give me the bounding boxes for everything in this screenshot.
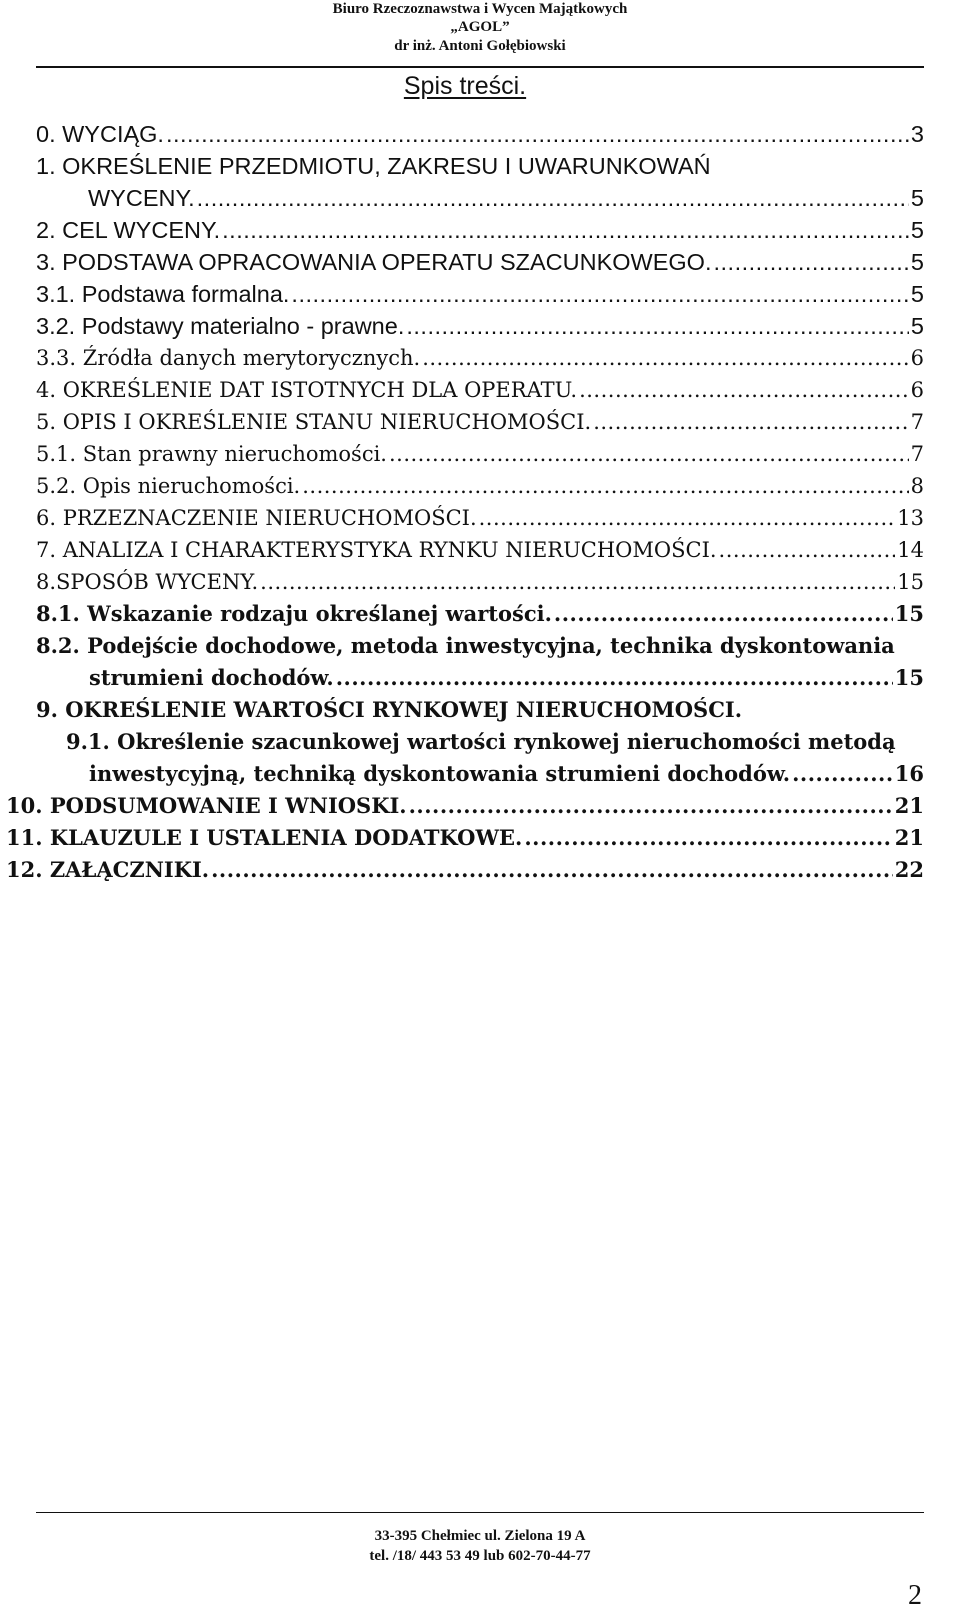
toc-entry-text: 4. OKREŚLENIE DAT ISTOTNYCH DLA OPERATU.	[36, 378, 578, 402]
toc-entry[interactable]	[36, 502, 924, 534]
toc-entry-page: 13	[897, 506, 924, 530]
toc-leader	[222, 214, 909, 246]
toc-entry[interactable]	[36, 214, 924, 246]
toc-entry-page: 6	[910, 378, 924, 402]
toc-entry-page: 16	[894, 761, 924, 786]
toc-entry-page: 22	[894, 857, 924, 882]
toc-entry[interactable]	[36, 118, 924, 150]
toc-leader	[197, 182, 909, 214]
toc-entry[interactable]	[6, 822, 924, 854]
toc-entry-text: 6. PRZEZNACZENIE NIERUCHOMOŚCI.	[36, 506, 477, 530]
toc-entry[interactable]	[36, 534, 924, 566]
header-company-brand: „AGOL”	[450, 19, 510, 35]
toc-entry-text: 9.1. Określenie szacunkowej wartości rynkowej nieruchomości metodą	[66, 729, 896, 754]
toc-entry-text: 8.SPOSÓB WYCENY.	[36, 570, 259, 594]
toc-entry-text: 5.1. Stan prawny nieruchomości.	[36, 442, 387, 466]
toc-entry[interactable]	[89, 758, 924, 790]
toc-leader	[409, 790, 893, 822]
header-company-name: Biuro Rzeczoznawstwa i Wycen Majątkowych	[332, 1, 628, 17]
toc-entry[interactable]	[66, 726, 924, 758]
toc-entry[interactable]	[88, 182, 924, 214]
toc-entry-page: 5	[910, 185, 924, 211]
footer-divider	[36, 1512, 924, 1513]
toc-entry[interactable]	[6, 790, 924, 822]
toc-leader	[524, 822, 892, 854]
footer-phone: tel. /18/ 443 53 49 lub 602-70-44-77	[369, 1548, 591, 1564]
toc-entry-text: 1. OKREŚLENIE PRZEDMIOTU, ZAKRESU I UWARUNKOWAŃ	[36, 153, 711, 179]
toc-entry-text: 10. PODSUMOWANIE I WNIOSKI.	[6, 793, 407, 818]
toc-entry-page: 5	[910, 281, 924, 307]
toc-entry[interactable]	[89, 662, 924, 694]
toc-entry-text: 5. OPIS I OKREŚLENIE STANU NIERUCHOMOŚCI.	[36, 410, 592, 434]
toc-leader	[579, 374, 909, 406]
toc-entry-text: 3.1. Podstawa formalna.	[36, 281, 290, 307]
toc-leader	[792, 758, 893, 790]
toc-leader	[302, 470, 908, 502]
toc-entry-page: 15	[897, 570, 924, 594]
toc-entry[interactable]	[36, 470, 924, 502]
toc-entry-page: 3	[910, 121, 924, 147]
toc-leader	[291, 278, 909, 310]
toc-entry[interactable]	[36, 598, 924, 630]
toc-entry-text: 8.1. Wskazanie rodzaju określanej wartości.	[36, 601, 552, 626]
toc-entry-text: 11. KLAUZULE I USTALENIA DODATKOWE.	[6, 825, 523, 850]
toc-leader	[714, 246, 909, 278]
toc-entry[interactable]	[36, 310, 924, 342]
toc-leader	[479, 502, 896, 534]
toc-leader	[389, 438, 909, 470]
toc-entry-text: 2. CEL WYCENY.	[36, 217, 221, 243]
toc-entry-text: 3.3. Źródła danych merytorycznych.	[36, 346, 421, 370]
toc-entry-text: 8.2. Podejście dochodowe, metoda inwestycyjna, technika dyskontowania	[36, 633, 895, 658]
toc-entry[interactable]	[36, 342, 924, 374]
toc-entry-text: 9. OKREŚLENIE WARTOŚCI RYNKOWEJ NIERUCHOMOŚCI.	[36, 697, 743, 722]
toc-entry-page: 6	[910, 346, 924, 370]
toc-entry-text: strumieni dochodów.	[89, 665, 334, 690]
toc-entry-text: 3.2. Podstawy materialno - prawne.	[36, 313, 405, 339]
toc-entry-page: 7	[910, 442, 924, 466]
toc-entry-page: 7	[910, 410, 924, 434]
toc-entry[interactable]	[36, 694, 924, 726]
toc-leader	[554, 598, 893, 630]
toc-entry-page: 5	[910, 313, 924, 339]
toc-entry[interactable]	[36, 150, 924, 182]
toc-leader	[211, 854, 893, 886]
toc-leader	[260, 566, 895, 598]
toc-entry-page: 14	[897, 538, 924, 562]
toc-entry[interactable]	[36, 566, 924, 598]
toc-entry[interactable]	[36, 438, 924, 470]
toc-entry-text: 7. ANALIZA I CHARAKTERYSTYKA RYNKU NIERUCHOMOŚCI.	[36, 538, 717, 562]
toc-entry-text: inwestycyjną, techniką dyskontowania strumieni dochodów.	[89, 761, 791, 786]
toc-title: Spis treści.	[403, 72, 527, 100]
toc-entry-text: 0. WYCIĄG.	[36, 121, 164, 147]
footer-address: 33-395 Chełmiec ul. Zielona 19 A	[374, 1528, 586, 1544]
toc-entry-page: 8	[910, 474, 924, 498]
toc-entry[interactable]	[36, 278, 924, 310]
page-number: 2	[908, 1580, 922, 1611]
toc-entry-page: 5	[910, 249, 924, 275]
toc-leader	[422, 342, 908, 374]
toc-leader	[593, 406, 908, 438]
toc-entry[interactable]	[6, 854, 924, 886]
toc-entry-text: 3. PODSTAWA OPRACOWANIA OPERATU SZACUNKOWEGO.	[36, 249, 712, 275]
toc-entry[interactable]	[36, 246, 924, 278]
toc-leader	[406, 310, 909, 342]
toc-entry-text: 12. ZAŁĄCZNIKI.	[6, 857, 210, 882]
toc-entry-page: 21	[894, 793, 924, 818]
toc-entry-text: 5.2. Opis nieruchomości.	[36, 474, 301, 498]
toc-leader	[166, 118, 909, 150]
toc-entry-page: 5	[910, 217, 924, 243]
toc-entry[interactable]	[36, 374, 924, 406]
toc-entry-page: 15	[894, 665, 924, 690]
toc-entry[interactable]	[36, 406, 924, 438]
toc-entry-page: 21	[894, 825, 924, 850]
toc-leader	[719, 534, 896, 566]
toc-entry-text: WYCENY.	[88, 185, 195, 211]
toc-entry-page: 15	[894, 601, 924, 626]
header-author: dr inż. Antoni Gołębiowski	[394, 38, 566, 54]
toc-leader	[336, 662, 893, 694]
toc-entry[interactable]	[36, 630, 924, 662]
